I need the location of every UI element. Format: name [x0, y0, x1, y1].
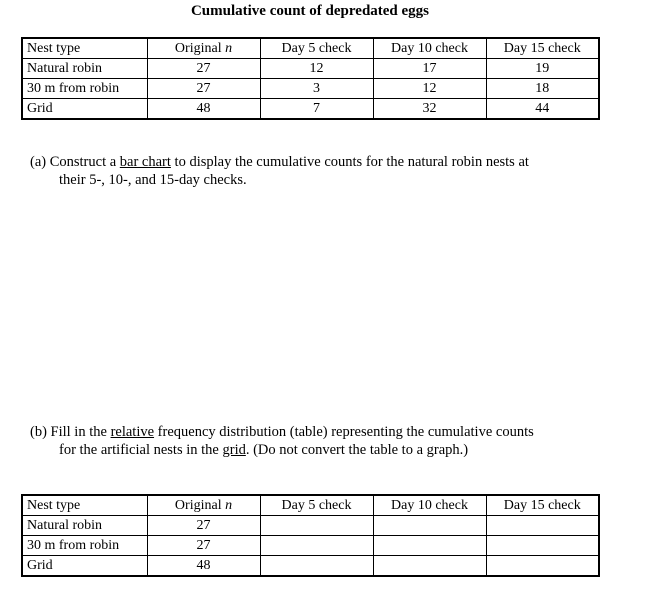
header-nest-type: Nest type: [22, 38, 147, 59]
question-a-line1-rest: to display the cumulative counts for the natural robin nests at: [170, 154, 529, 170]
header-day10: Day 10 check: [373, 495, 486, 516]
header-original-label: Original: [174, 40, 226, 56]
cell-day15: 44: [486, 99, 599, 120]
question-b-line2-prefix: for the artificial nests in the: [59, 442, 223, 458]
table-header-row: [22, 495, 599, 516]
table-row: [22, 536, 599, 556]
cell-day10: 32: [373, 99, 486, 120]
question-b-line2-underlined: grid: [222, 442, 246, 458]
cell-day15: [486, 556, 599, 577]
cell-original: 27: [147, 59, 260, 79]
row-label: 30 m from robin: [22, 536, 147, 556]
table-row: [22, 99, 599, 120]
question-a: [30, 153, 610, 189]
table-row: [22, 79, 599, 99]
header-n-symbol: n: [225, 40, 233, 56]
cell-day10: [373, 516, 486, 536]
table-row: [22, 516, 599, 536]
cell-original: 48: [147, 99, 260, 120]
row-label: Grid: [22, 99, 147, 120]
cell-day10: [373, 536, 486, 556]
question-b-prefix: (b) Fill in the: [30, 424, 111, 440]
question-b-line2: [30, 441, 610, 459]
question-b: [30, 423, 610, 459]
cell-day5: [260, 536, 373, 556]
cell-day5: [260, 516, 373, 536]
row-label: Grid: [22, 556, 147, 577]
cell-day5: [260, 556, 373, 577]
header-original-n: [147, 38, 260, 59]
row-label: Natural robin: [22, 59, 147, 79]
cell-day15: 18: [486, 79, 599, 99]
header-n-symbol: n: [225, 497, 233, 513]
table-row: [22, 59, 599, 79]
depredated-eggs-table: [21, 37, 600, 120]
cell-day10: 17: [373, 59, 486, 79]
table-row: [22, 556, 599, 577]
cell-original: 27: [147, 516, 260, 536]
question-b-line1-rest: frequency distribution (table) representing the cumulative counts: [154, 424, 534, 440]
cell-day15: [486, 516, 599, 536]
header-day15: Day 15 check: [486, 495, 599, 516]
cell-day10: 12: [373, 79, 486, 99]
header-day5: Day 5 check: [260, 38, 373, 59]
table-header-row: [22, 38, 599, 59]
cell-day10: [373, 556, 486, 577]
row-label: 30 m from robin: [22, 79, 147, 99]
header-nest-type: Nest type: [22, 495, 147, 516]
question-a-line2: their 5-, 10-, and 15-day checks.: [59, 172, 247, 188]
question-b-underlined: relative: [110, 424, 155, 440]
cell-day5: 12: [260, 59, 373, 79]
cell-original: 27: [147, 79, 260, 99]
header-day15: Day 15 check: [486, 38, 599, 59]
question-a-underlined: bar chart: [119, 154, 171, 170]
cell-day5: 7: [260, 99, 373, 120]
cell-original: 27: [147, 536, 260, 556]
page-title: Cumulative count of depredated eggs: [190, 3, 430, 19]
cell-original: 48: [147, 556, 260, 577]
relative-frequency-table: [21, 494, 600, 577]
cell-day5: 3: [260, 79, 373, 99]
cell-day15: 19: [486, 59, 599, 79]
header-day10: Day 10 check: [373, 38, 486, 59]
question-b-line2-rest: . (Do not convert the table to a graph.): [245, 442, 469, 458]
header-original-n: [147, 495, 260, 516]
header-day5: Day 5 check: [260, 495, 373, 516]
cell-day15: [486, 536, 599, 556]
header-original-label: Original: [174, 497, 226, 513]
question-a-prefix: (a) Construct a: [30, 154, 120, 170]
row-label: Natural robin: [22, 516, 147, 536]
